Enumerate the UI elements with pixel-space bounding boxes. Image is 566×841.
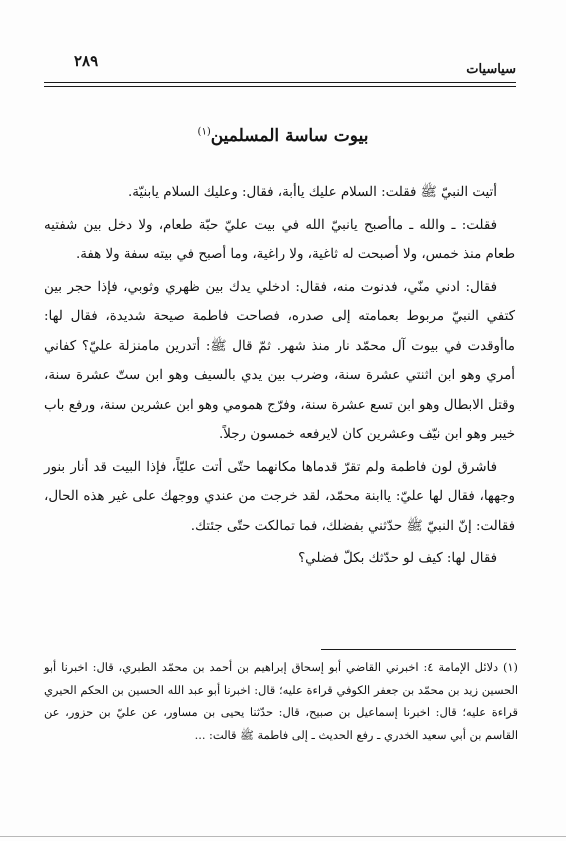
footnote-separator [321,649,516,650]
page-header [44,52,516,92]
running-head: سياسيات [466,62,516,77]
footnote [44,656,518,746]
title-footnote-marker: (١) [197,126,211,138]
body-text [44,178,515,574]
section-title-text: بيوت ساسة المسلمين [210,126,369,146]
paragraph: فاشرق لون فاطمة ولم تقرّ قدماها مكانهما حتّى أتت عليّاً، فإذا البيت قد أنار بنور وجهها، فقال لها عليّ: ياابنة محمّد، لقد خرجت من عندي ووجهك على غير هذه الحال، فقالت: إنّ النبيّ ﷺ حدّثني بفضلك، فما تمالكت حتّى جئتك. [44,459,515,534]
footnote-text: (١) دلائل الإمامة ٤: اخبرني القاضي أبو إسحاق إبراهيم بن أحمد بن محمّد الطبري، قال: اخبرنا أبو الحسين زيد بن محمّد بن جعفر الكوفي قراءة عليه؛ قال: اخبرنا أبو عبد الله الحسين بن الحكم الحيري قراءة عليه؛ قال: اخبرنا إسماعيل بن صبيح، قال: حدّثنا يحيى بن مساور، عن عليّ بن حزور، عن القاسم بن أبي سعيد الخدري ـ رفع الحديث ـ إلى فاطمة ﷺ قالت: ... [44,660,518,742]
paragraph: فقال: ادني منّي، فدنوت منه، فقال: ادخلي يدك بين ظهري وثوبي، فإذا حجر بين كتفي النبيّ مربوط بعمامته إلى صدره، فصاحت فاطمة صيحة شديدة، فقال لها: ماأوقدت في بيوت آل محمّد نار منذ شهر. ثمّ قال ﷺ: أتدرين مامنزلة عليّ؟ كفاني أمري وهو ابن اثنتي عشرة سنة، وضرب بين يدي بالسيف وهو ابن ستّ عشرة سنة، وقتل الابطال وهو ابن تسع عشرة سنة، وفرّج همومي وهو ابن عشرين سنة، ورفع باب خيبر وهو ابن نيّف وعشرين كان لايرفعه خمسون رجلاً. [44,279,515,442]
header-rule-thick [44,82,516,83]
paragraph: أتيت النبيّ ﷺ فقلت: السلام عليك ياأبة، فقال: وعليك السلام يابنيّة. [127,185,497,200]
page-number: ٢٨٩ [74,52,99,70]
paragraph: فقال لها: كيف لو حدّثك بكلّ فضلي؟ [298,551,497,566]
paragraph: فقلت: ـ والله ـ ماأصبح يانبيّ الله في بيت عليّ حبّة طعام، ولا دخل بين شفتيه طعام منذ خمس، ولا أصبحت له ثاغية، ولا راغية، وما أصبح في بيته سفة ولا هفة. [44,217,515,262]
header-rule-thin [44,86,516,87]
page-edge-line [0,836,566,837]
section-title [0,126,566,146]
